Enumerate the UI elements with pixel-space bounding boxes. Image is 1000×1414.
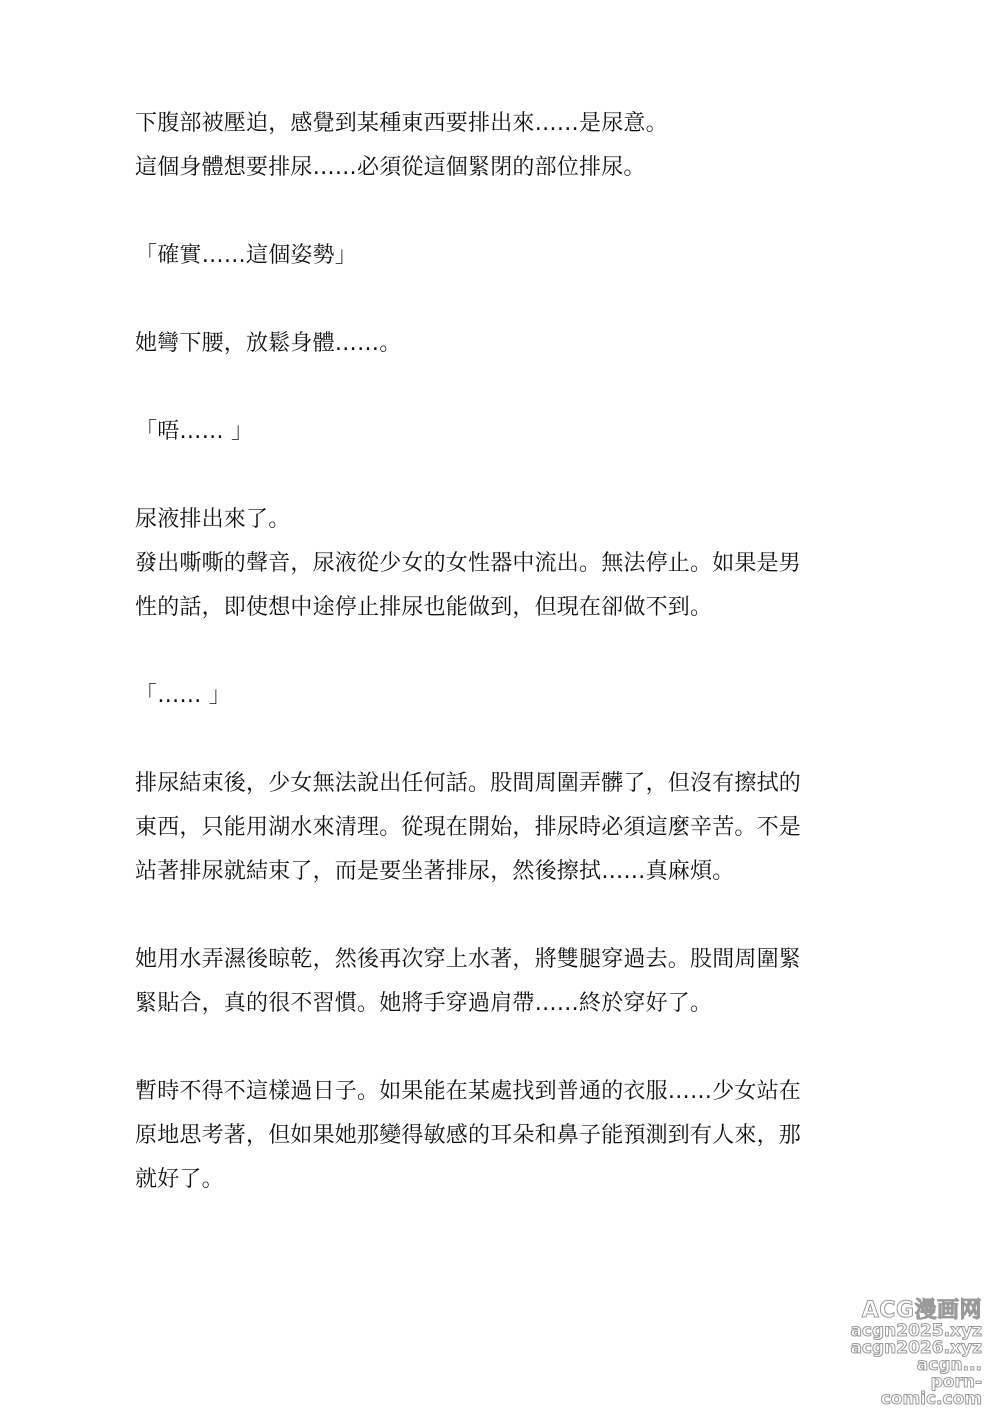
blank-line <box>135 894 875 938</box>
text-line: 她彎下腰，放鬆身體……。 <box>135 331 402 356</box>
site-watermark <box>832 1300 982 1408</box>
text-line: 這個身體想要排尿……必須從這個緊閉的部位排尿。 <box>135 155 646 180</box>
watermark-url: porn-comic.com <box>880 1372 982 1409</box>
text-line: 發出嘶嘶的聲音，尿液從少女的女性器中流出。無法停止。如果是男 <box>135 551 802 576</box>
blank-line <box>135 278 875 322</box>
watermark-title: ACG漫画网 <box>861 1298 982 1323</box>
text-line: 東西，只能用湖水來清理。從現在開始，排尿時必須這麼辛苦。不是 <box>135 815 802 840</box>
watermark-url: acgn... <box>916 1355 982 1375</box>
text-line: 下腹部被壓迫，感覺到某種東西要排出來……是尿意。 <box>135 111 668 136</box>
blank-line <box>135 718 875 762</box>
text-line: 她用水弄濕後晾乾，然後再次穿上水著，將雙腿穿過去。股間周圍緊 <box>135 947 802 972</box>
dialogue-line: 「確實……這個姿勢」 <box>135 243 358 268</box>
dialogue-line: 「唔…… 」 <box>135 419 254 444</box>
text-line: 站著排尿就結束了，而是要坐著排尿，然後擦拭……真麻煩。 <box>135 859 735 884</box>
text-line: 就好了。 <box>135 1167 224 1192</box>
blank-line <box>135 630 875 674</box>
watermark-url: acgn2025.xyz <box>850 1321 982 1341</box>
text-line: 緊貼合，真的很不習慣。她將手穿過肩帶……終於穿好了。 <box>135 991 713 1016</box>
blank-line <box>135 190 875 234</box>
watermark-url: acgn2026.xyz <box>850 1338 982 1358</box>
dialogue-line: 「…… 」 <box>135 683 231 708</box>
text-line: 原地思考著，但如果她那變得敏感的耳朵和鼻子能預測到有人來，那 <box>135 1123 802 1148</box>
document-body <box>135 102 875 1202</box>
text-line: 排尿結束後，少女無法說出任何話。股間周圍弄髒了，但沒有擦拭的 <box>135 771 802 796</box>
blank-line <box>135 1026 875 1070</box>
text-line: 暫時不得不這樣過日子。如果能在某處找到普通的衣服……少女站在 <box>135 1079 802 1104</box>
text-line: 性的話，即使想中途停止排尿也能做到，但現在卻做不到。 <box>135 595 713 620</box>
blank-line <box>135 366 875 410</box>
text-line: 尿液排出來了。 <box>135 507 291 532</box>
blank-line <box>135 454 875 498</box>
